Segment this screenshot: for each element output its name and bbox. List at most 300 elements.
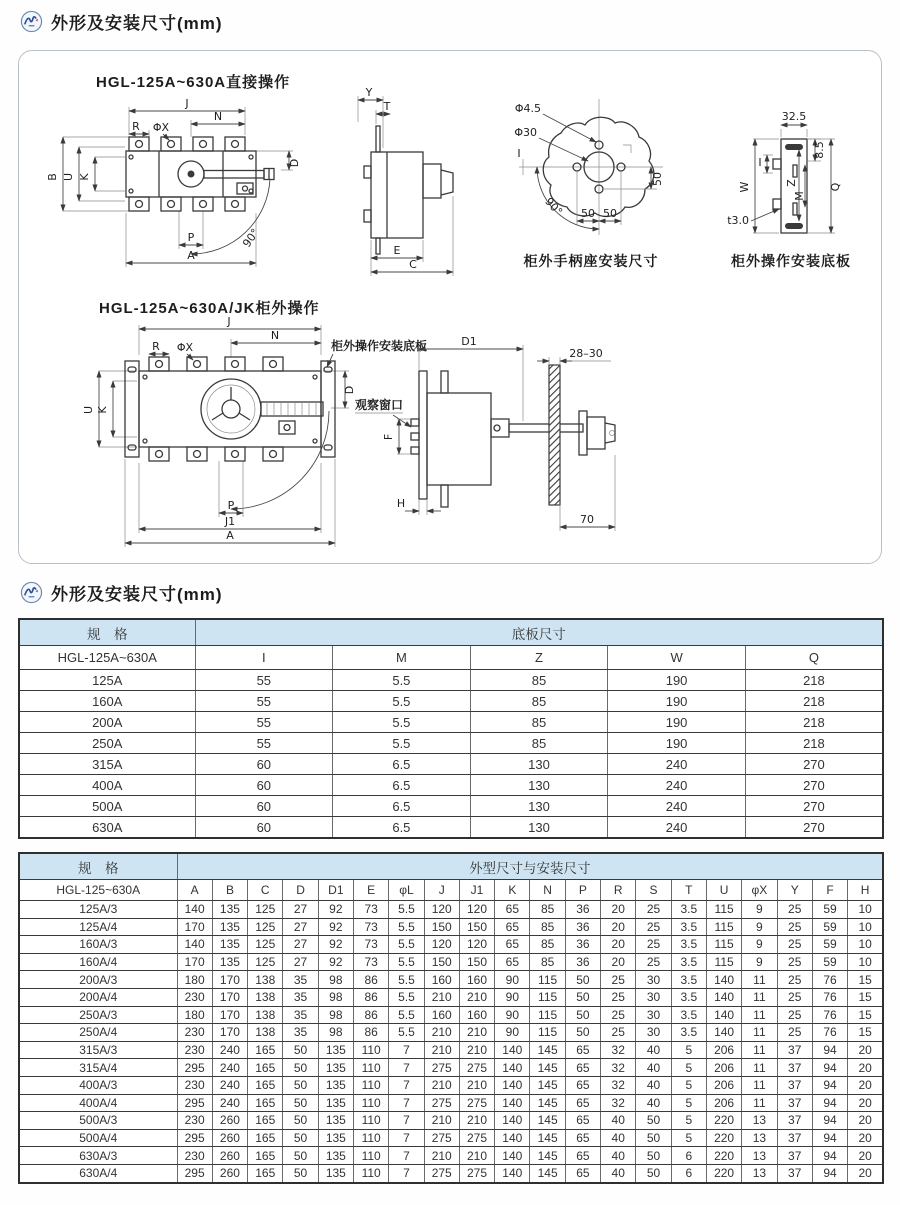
column-header-cell: φX [742,880,777,901]
value-cell: 110 [353,1147,388,1165]
value-cell: 5.5 [333,733,471,754]
spec-cell: 630A [19,817,195,839]
value-cell: 11 [742,1094,777,1112]
value-cell: 94 [812,1129,847,1147]
value-cell: 11 [742,971,777,989]
value-cell: 115 [530,971,565,989]
value-cell: 85 [470,712,608,733]
svg-text:32.5: 32.5 [781,110,807,123]
value-cell: 35 [283,1024,318,1042]
table-row [19,1147,883,1165]
value-cell: 92 [318,936,353,954]
column-header-cell: E [353,880,388,901]
value-cell: 5.5 [389,918,424,936]
table-row [19,775,883,796]
value-cell: 240 [212,1094,247,1112]
column-header-cell: Q [745,646,883,670]
spec-cell: 160A/4 [19,953,177,971]
value-cell: 65 [565,1129,600,1147]
table-row [19,712,883,733]
column-header-cell: W [608,646,746,670]
value-cell: 145 [530,1147,565,1165]
value-cell: 135 [318,1041,353,1059]
table-column-header-row [19,880,883,901]
column-header-cell: M [333,646,471,670]
brand-logo-icon [20,10,43,33]
value-cell: 98 [318,1006,353,1024]
column-header-cell: φL [389,880,424,901]
value-cell: 85 [470,670,608,691]
value-cell: 110 [353,1059,388,1077]
value-cell: 230 [177,988,212,1006]
base-plate-caption: 柜外操作安装底板 [731,253,851,269]
value-cell: 150 [424,953,459,971]
value-cell: 50 [565,1024,600,1042]
svg-text:P: P [227,499,235,512]
column-header-cell: J1 [459,880,494,901]
svg-text:t3.0: t3.0 [727,214,749,227]
value-cell: 3.5 [671,1006,706,1024]
value-cell: 190 [608,670,746,691]
value-cell: 218 [745,712,883,733]
value-cell: 210 [424,988,459,1006]
value-cell: 275 [459,1059,494,1077]
table-row [19,1164,883,1182]
value-cell: 9 [742,936,777,954]
value-cell: 110 [353,1094,388,1112]
value-cell: 11 [742,1076,777,1094]
value-cell: 40 [636,1041,671,1059]
value-cell: 94 [812,1147,847,1165]
value-cell: 35 [283,988,318,1006]
value-cell: 25 [601,1006,636,1024]
value-cell: 32 [601,1059,636,1077]
value-cell: 60 [195,775,333,796]
value-cell: 65 [565,1041,600,1059]
column-header-cell: J [424,880,459,901]
value-cell: 27 [283,953,318,971]
jk-baseplate-note: 柜外操作安装底板 [331,339,428,353]
value-cell: 25 [777,1024,812,1042]
value-cell: 138 [248,971,283,989]
svg-text:50: 50 [603,207,617,220]
value-cell: 3.5 [671,953,706,971]
spec-cell: 250A/4 [19,1024,177,1042]
svg-text:28–30: 28–30 [569,347,603,360]
value-cell: 5.5 [389,953,424,971]
value-cell: 140 [706,1024,741,1042]
table-row [19,1094,883,1112]
table-row [19,1059,883,1077]
value-cell: 55 [195,712,333,733]
value-cell: 25 [636,936,671,954]
svg-text:Φ4.5: Φ4.5 [514,102,541,115]
value-cell: 110 [353,1041,388,1059]
value-cell: 295 [177,1164,212,1182]
value-cell: 260 [212,1164,247,1182]
value-cell: 140 [495,1129,530,1147]
svg-text:K: K [78,173,91,181]
value-cell: 37 [777,1112,812,1130]
value-cell: 15 [848,1024,883,1042]
value-cell: 76 [812,1024,847,1042]
value-cell: 275 [459,1129,494,1147]
value-cell: 115 [706,901,741,919]
value-cell: 37 [777,1147,812,1165]
handle-seat-caption: 柜外手柄座安装尺寸 [523,253,659,269]
table-row [19,953,883,971]
value-cell: 270 [745,796,883,817]
value-cell: 65 [495,901,530,919]
section-title: 外形及安装尺寸(mm) [51,585,223,604]
value-cell: 65 [495,953,530,971]
value-cell: 275 [424,1059,459,1077]
value-cell: 11 [742,988,777,1006]
svg-text:D: D [343,385,356,395]
value-cell: 32 [601,1041,636,1059]
value-cell: 98 [318,971,353,989]
svg-text:Y: Y [365,86,373,99]
svg-text:I: I [758,156,762,169]
value-cell: 7 [389,1129,424,1147]
value-cell: 7 [389,1059,424,1077]
value-cell: 94 [812,1164,847,1182]
value-cell: 27 [283,901,318,919]
value-cell: 20 [848,1076,883,1094]
column-header-cell: A [177,880,212,901]
value-cell: 240 [608,754,746,775]
value-cell: 27 [283,936,318,954]
base-plate-dimensions-table [18,618,884,839]
value-cell: 85 [470,691,608,712]
value-cell: 40 [601,1164,636,1182]
column-header-cell: H [848,880,883,901]
svg-text:Φ30: Φ30 [514,126,537,139]
value-cell: 140 [495,1059,530,1077]
column-header-cell: N [530,880,565,901]
value-cell: 160 [424,1006,459,1024]
value-cell: 165 [248,1076,283,1094]
value-cell: 210 [424,1112,459,1130]
value-cell: 73 [353,901,388,919]
value-cell: 145 [530,1164,565,1182]
table-row [19,1024,883,1042]
value-cell: 37 [777,1094,812,1112]
value-cell: 76 [812,1006,847,1024]
table-row [19,670,883,691]
value-cell: 25 [601,1024,636,1042]
value-cell: 36 [565,953,600,971]
svg-text:A: A [226,529,234,542]
value-cell: 135 [212,936,247,954]
value-cell: 145 [530,1094,565,1112]
value-cell: 85 [530,953,565,971]
spec-cell: 200A [19,712,195,733]
value-cell: 125 [248,936,283,954]
base-plate-drawing [709,103,869,243]
svg-text:N: N [270,329,280,342]
table-row [19,971,883,989]
value-cell: 10 [848,936,883,954]
spec-cell: 125A/4 [19,918,177,936]
value-cell: 210 [459,1041,494,1059]
value-cell: 260 [212,1129,247,1147]
value-cell: 9 [742,918,777,936]
value-cell: 210 [459,1112,494,1130]
value-cell: 230 [177,1147,212,1165]
value-cell: 7 [389,1112,424,1130]
value-cell: 165 [248,1164,283,1182]
value-cell: 218 [745,733,883,754]
table-row [19,1006,883,1024]
value-cell: 6 [671,1164,706,1182]
value-cell: 295 [177,1059,212,1077]
value-cell: 160 [459,1006,494,1024]
value-cell: 135 [318,1112,353,1130]
value-cell: 240 [212,1076,247,1094]
value-cell: 110 [353,1076,388,1094]
value-cell: 37 [777,1059,812,1077]
value-cell: 11 [742,1041,777,1059]
value-cell: 13 [742,1147,777,1165]
column-header-cell: T [671,880,706,901]
value-cell: 36 [565,936,600,954]
value-cell: 135 [212,901,247,919]
value-cell: 165 [248,1112,283,1130]
value-cell: 25 [636,918,671,936]
svg-text:D1: D1 [461,335,477,348]
value-cell: 50 [283,1129,318,1147]
value-cell: 135 [318,1076,353,1094]
value-cell: 65 [495,936,530,954]
value-cell: 37 [777,1164,812,1182]
outline-dimensions-table [18,852,884,1184]
table-row [19,1041,883,1059]
value-cell: 115 [530,1024,565,1042]
value-cell: 85 [470,733,608,754]
value-cell: 98 [318,988,353,1006]
value-cell: 25 [777,901,812,919]
value-cell: 20 [601,953,636,971]
value-cell: 240 [212,1059,247,1077]
value-cell: 230 [177,1076,212,1094]
value-cell: 230 [177,1112,212,1130]
value-cell: 25 [636,901,671,919]
spec-cell: 400A/3 [19,1076,177,1094]
table-row [19,1129,883,1147]
value-cell: 210 [424,1147,459,1165]
value-cell: 190 [608,712,746,733]
value-cell: 125 [248,901,283,919]
value-cell: 120 [424,936,459,954]
value-cell: 59 [812,918,847,936]
value-cell: 37 [777,1076,812,1094]
value-cell: 60 [195,754,333,775]
value-cell: 5.5 [389,901,424,919]
value-cell: 20 [848,1112,883,1130]
spec-cell: 250A [19,733,195,754]
value-cell: 210 [459,1076,494,1094]
value-cell: 55 [195,733,333,754]
value-cell: 180 [177,971,212,989]
value-cell: 218 [745,691,883,712]
value-cell: 170 [212,1024,247,1042]
spec-cell: 400A/4 [19,1094,177,1112]
value-cell: 5.5 [389,1006,424,1024]
value-cell: 86 [353,1006,388,1024]
value-cell: 206 [706,1059,741,1077]
value-cell: 65 [565,1094,600,1112]
svg-text:8.5: 8.5 [813,141,826,159]
svg-text:A: A [187,249,195,262]
value-cell: 275 [459,1164,494,1182]
value-cell: 275 [424,1164,459,1182]
spec-cell: 500A [19,796,195,817]
value-cell: 160 [459,971,494,989]
value-cell: 11 [742,1059,777,1077]
svg-text:90°: 90° [240,226,263,250]
brand-logo-icon [20,581,43,604]
value-cell: 170 [177,918,212,936]
svg-text:D: D [288,158,301,168]
value-cell: 30 [636,1024,671,1042]
model-header-cell: HGL-125~630A [19,880,177,901]
value-cell: 59 [812,953,847,971]
value-cell: 130 [470,775,608,796]
value-cell: 165 [248,1129,283,1147]
value-cell: 90 [495,971,530,989]
value-cell: 145 [530,1041,565,1059]
value-cell: 3.5 [671,901,706,919]
value-cell: 85 [530,901,565,919]
direct-side-view-drawing [333,86,468,281]
value-cell: 50 [283,1059,318,1077]
svg-text:E: E [393,244,401,257]
value-cell: 50 [283,1076,318,1094]
value-cell: 138 [248,1024,283,1042]
value-cell: 3.5 [671,971,706,989]
value-cell: 218 [745,670,883,691]
value-cell: 240 [608,817,746,839]
value-cell: 260 [212,1147,247,1165]
column-header-cell: C [248,880,283,901]
group-header-cell: 外型尺寸与安装尺寸 [177,853,883,880]
value-cell: 130 [470,754,608,775]
value-cell: 13 [742,1129,777,1147]
value-cell: 6.5 [333,796,471,817]
value-cell: 40 [601,1129,636,1147]
column-header-cell: F [812,880,847,901]
value-cell: 275 [424,1129,459,1147]
value-cell: 206 [706,1094,741,1112]
spec-cell: 315A/4 [19,1059,177,1077]
svg-text:J: J [185,97,189,110]
value-cell: 65 [565,1076,600,1094]
value-cell: 13 [742,1112,777,1130]
value-cell: 90 [495,988,530,1006]
value-cell: 25 [777,1006,812,1024]
section-title: 外形及安装尺寸(mm) [51,14,223,33]
value-cell: 5.5 [389,936,424,954]
drawings-panel [18,50,882,564]
value-cell: 115 [706,936,741,954]
value-cell: 30 [636,1006,671,1024]
value-cell: 206 [706,1041,741,1059]
table-body [19,670,883,839]
value-cell: 65 [495,918,530,936]
value-cell: 120 [459,901,494,919]
value-cell: 270 [745,775,883,796]
value-cell: 138 [248,988,283,1006]
value-cell: 15 [848,988,883,1006]
value-cell: 140 [495,1164,530,1182]
value-cell: 94 [812,1076,847,1094]
value-cell: 20 [848,1164,883,1182]
value-cell: 5 [671,1041,706,1059]
value-cell: 59 [812,901,847,919]
handle-seat-drawing [489,83,689,253]
value-cell: 40 [636,1076,671,1094]
spec-header-cell: 规 格 [19,619,195,646]
value-cell: 145 [530,1129,565,1147]
value-cell: 5 [671,1076,706,1094]
value-cell: 9 [742,953,777,971]
value-cell: 25 [777,953,812,971]
value-cell: 25 [601,988,636,1006]
value-cell: 260 [212,1112,247,1130]
value-cell: 36 [565,901,600,919]
value-cell: 50 [636,1164,671,1182]
value-cell: 50 [283,1041,318,1059]
value-cell: 210 [424,1041,459,1059]
value-cell: 86 [353,971,388,989]
value-cell: 65 [565,1059,600,1077]
value-cell: 92 [318,953,353,971]
value-cell: 170 [177,953,212,971]
column-header-cell: U [706,880,741,901]
table-group-header-row [19,853,883,880]
table-row [19,1112,883,1130]
value-cell: 190 [608,733,746,754]
svg-text:J1: J1 [224,515,236,528]
svg-text:H: H [396,497,406,510]
value-cell: 50 [636,1112,671,1130]
column-header-cell: Y [777,880,812,901]
value-cell: 135 [318,1147,353,1165]
value-cell: 50 [565,971,600,989]
svg-text:U: U [62,172,75,182]
value-cell: 55 [195,691,333,712]
value-cell: 37 [777,1129,812,1147]
value-cell: 35 [283,1006,318,1024]
value-cell: 135 [318,1094,353,1112]
svg-text:70: 70 [580,513,594,526]
table-row [19,733,883,754]
value-cell: 240 [212,1041,247,1059]
drawing-title-jk: HGL-125A~630A/JK柜外操作 [99,300,320,317]
value-cell: 240 [608,775,746,796]
value-cell: 165 [248,1147,283,1165]
value-cell: 7 [389,1041,424,1059]
value-cell: 86 [353,1024,388,1042]
svg-text:W: W [738,181,751,193]
value-cell: 165 [248,1041,283,1059]
value-cell: 25 [777,988,812,1006]
value-cell: 27 [283,918,318,936]
value-cell: 110 [353,1129,388,1147]
spec-header-cell: 规 格 [19,853,177,880]
value-cell: 145 [530,1059,565,1077]
